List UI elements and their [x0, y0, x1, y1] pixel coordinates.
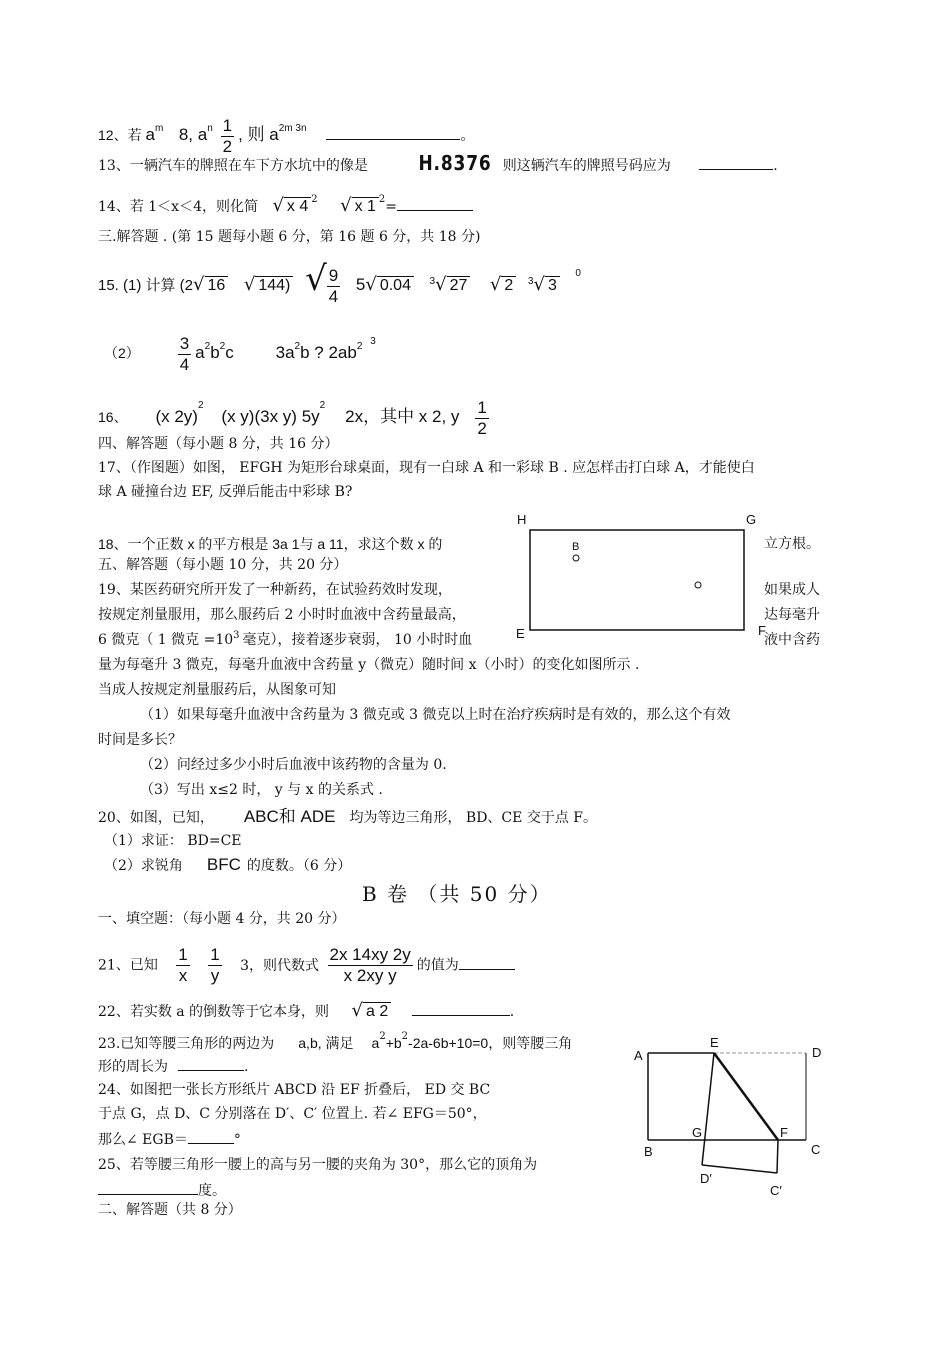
q17-line1: 17、（作图题）如图， EFGH 为矩形台球桌面，现有一白球 A 和一彩球 B . 应怎样击打白球 A，才能使白: [98, 460, 755, 476]
q16-expr1: (x 2y): [155, 407, 198, 427]
q15-2-fraction: $\frac{3}{4}$: [179, 334, 190, 374]
label-b: B: [644, 1144, 653, 1159]
q14-radicand1: x 4: [284, 197, 311, 215]
q25-line1: 25、若等腰三角形一腰上的高与另一腰的夹角为 30°，那么它的顶角为: [98, 1157, 538, 1173]
q19-line5: 当成人按规定剂量服药后，从图象可知: [98, 682, 336, 698]
q12-prefix: 12、若: [98, 127, 142, 144]
q13-end: .: [773, 158, 778, 174]
section-4-heading: 四、解答题（每小题 8 分，共 16 分）: [98, 436, 339, 452]
q14-sup1: 2: [311, 194, 318, 205]
q19-line1b: 如果成人: [764, 582, 820, 598]
q23-line2: 形的周长为 .: [98, 1056, 248, 1076]
label-g: G: [692, 1125, 703, 1140]
question-14: [98, 196, 473, 218]
q13-text2: 则这辆汽车的牌照号码应为: [502, 158, 671, 174]
q19-line3c: 液中含药: [764, 632, 820, 648]
q16-expr2: (x y)(3x y) 5y: [221, 407, 320, 427]
label-d-prime: D′: [700, 1171, 712, 1186]
q14-eq: =: [385, 199, 398, 215]
q15-zero: 0: [575, 268, 581, 280]
q19-line1a: 19、某医药研究所开发了一种新药，在试验药效时发现，: [98, 582, 452, 598]
question-13: [98, 151, 778, 175]
q19-line2a: 按规定剂量服用，那么服药后 2 小时时血液中含药量最高，: [98, 607, 466, 623]
q19-line9: （3）写出 x≤2 时， y 与 x 的关系式 .: [140, 782, 383, 798]
sqrt-icon: √: [340, 195, 352, 216]
q21-frac3: $\frac{2x 14xy 2y}{\text{x 2xy y}}$: [329, 945, 411, 985]
label-c-prime: C′: [770, 1183, 782, 1198]
q22-radicand: a 2: [363, 1002, 391, 1020]
q24-answer-blank[interactable]: [188, 1129, 234, 1144]
sqrt-icon: √: [489, 274, 502, 296]
q24-line1: 24、如图把一张长方形纸片 ABCD 沿 EF 折叠后， ED 交 BC: [98, 1082, 491, 1098]
q15-c27: 27: [447, 276, 471, 294]
q19-line8: （2）问经过多少小时后血液中该药物的含量为 0.: [140, 757, 447, 773]
q21-frac1: $\frac{1}{x}$: [178, 945, 188, 985]
q14-radicand2: x 1: [352, 197, 379, 215]
q16-expr3: 2x，其中 x 2, y: [345, 407, 460, 427]
sqrt-icon: √: [305, 259, 327, 300]
table-rectangle: [530, 530, 744, 630]
label-e: E: [710, 1035, 719, 1050]
q12-end: 。: [460, 127, 475, 144]
q20-line2: （1）求证： BD=CE: [104, 833, 242, 849]
q14-sup2: 2: [378, 194, 386, 205]
q12-sup1: m: [154, 123, 164, 135]
label-a: A: [634, 1048, 643, 1063]
q22-end: .: [509, 1004, 515, 1020]
q15-r16: 16: [205, 276, 229, 294]
q19-line3: 6 微克（ 1 微克 $=10^3$ 毫克），接着逐步衰弱， 10 小时时血: [98, 630, 473, 648]
q24-line2: 于点 G，点 D、C 分别落在 D′、C′ 位置上. 若∠ EFG＝50°，: [98, 1106, 487, 1122]
q24-line3: 那么∠ EGB＝ °: [98, 1129, 241, 1149]
label-h: H: [517, 512, 527, 527]
cbrt-icon: √: [533, 274, 545, 296]
q12-sup3: 2m 3n: [278, 123, 307, 135]
q16-label: 16、: [98, 409, 128, 426]
question-16: 16、 (x 2y)$^2$ (x y)(3x y) $5y^2$ 2x，其中 x 2, y $\frac{1}{2}$: [98, 398, 487, 438]
q15-r2: 2: [501, 276, 516, 294]
ball-b: [573, 555, 579, 561]
q20-line1: 20、如图，已知， ABC和 ADE 均为等边三角形， BD、CE 交于点 F。: [98, 807, 597, 826]
question-22: [98, 1001, 514, 1021]
fold-line-ef: [714, 1053, 778, 1140]
q15-five: 5: [355, 275, 366, 295]
question-15-part2: （2） $\frac{3}{4}$ $a^2b^2c$ $3a^2b$ ? $2ab^2$ $^3$: [104, 334, 376, 374]
q15-t1: a: [195, 343, 205, 363]
q21-mid: 3，则代数式: [240, 957, 320, 974]
q19-line7: 时间是多长？: [98, 732, 182, 748]
sqrt-icon: √: [243, 274, 256, 296]
q17-line2: 球 A 碰撞台边 EF, 反弹后能击中彩球 B?: [98, 484, 353, 500]
folded-paper-figure: [630, 1030, 830, 1205]
question-15-part1: 15. (1) 计算 (2√ 16 √ 144) √ $\frac{9}{4}$ 5√ 0.04 $^3$√ 27 √ 2 $^3$√ 3 $^0$: [98, 259, 581, 306]
billiard-table-figure: [510, 510, 770, 645]
sqrt-icon: √: [365, 274, 377, 296]
question-21: [98, 945, 515, 986]
section-b1-heading: 一、填空题：（每小题 4 分，共 20 分）: [98, 911, 346, 927]
label-f: F: [758, 623, 766, 638]
q12-mid2: , 则 a: [238, 125, 279, 145]
edge-ed-prime: [702, 1053, 714, 1165]
license-plate-image: H.8376: [418, 151, 492, 175]
q19-line6: （1）如果每毫升血液中含药量为 3 微克或 3 微克以上时在治疗疾病时是有效的，那么这个有效: [140, 707, 731, 723]
q19-line2b: 达每毫升: [764, 607, 820, 623]
q18-text1: 18、一个正数 x 的平方根是 3a 1与 a 11，求这个数 x 的: [98, 536, 443, 552]
q21-end: 的值为: [416, 957, 459, 974]
section-5-heading: 五、解答题（每小题 10 分，共 20 分）: [98, 557, 348, 573]
q12-answer-blank[interactable]: [326, 125, 460, 140]
q21-label: 21、已知: [98, 957, 158, 974]
q15-label2: （2）: [104, 345, 140, 362]
q15-c3: 3: [545, 276, 560, 294]
edge-cprime-f: [777, 1140, 778, 1173]
q12-sup2: n: [207, 123, 213, 135]
q18-text2: 立方根。: [764, 536, 820, 552]
q20-line3: （2）求锐角 BFC 的度数。（6 分）: [104, 855, 352, 874]
label-c: C: [811, 1142, 821, 1157]
label-f: F: [780, 1125, 788, 1140]
q21-answer-blank[interactable]: [459, 955, 515, 970]
q19-line4: 量为每毫升 3 微克，每毫升血液中含药量 y（微克）随时间 x（小时）的变化如图所示 .: [98, 657, 640, 673]
section-3-heading: 三.解答题 . (第 15 题每小题 6 分，第 16 题 6 分，共 18 分): [98, 229, 481, 245]
section-b2-heading: 二、解答题（共 8 分）: [98, 1202, 242, 1218]
q15-r004: 0.04: [377, 276, 414, 294]
q21-frac2: $\frac{1}{y}$: [210, 945, 220, 985]
q13-text: 13、一辆汽车的牌照在车下方水坑中的像是: [98, 158, 368, 174]
q23-answer-blank[interactable]: [178, 1056, 244, 1071]
sqrt-icon: √: [272, 195, 284, 216]
q23-line1: 23.已知等腰三角形的两边为 a,b, 满足 $a^2+b^2-2a-6b+10=0$，则等腰三角: [98, 1031, 573, 1052]
label-d: D: [812, 1045, 822, 1060]
ball-a: [695, 582, 701, 588]
q14-text: 14、若 1＜x＜4，则化简: [98, 199, 258, 215]
part-b-title: B 卷 （共 50 分）: [362, 882, 552, 906]
q22-text: 22、若实数 a 的倒数等于它本身，则: [98, 1004, 330, 1020]
q14-answer-blank[interactable]: [397, 196, 473, 211]
label-b: B: [572, 541, 580, 553]
label-e: E: [516, 626, 525, 641]
q12-expr: a: [145, 125, 155, 145]
q15-t2: 3a: [275, 343, 295, 363]
q13-answer-blank[interactable]: [699, 155, 773, 170]
q15-label: 15. (1) 计算 (2: [98, 277, 194, 295]
q25-line2: 度。: [98, 1180, 226, 1200]
q12-mid1: 8, a: [178, 125, 208, 145]
q15-fraction: $\frac{9}{4}$: [328, 266, 339, 306]
q22-answer-blank[interactable]: [412, 1001, 510, 1016]
q15-r144: 144): [255, 276, 293, 294]
label-g: G: [746, 512, 757, 527]
q12-fraction: $\frac{1}{2}$: [222, 116, 233, 156]
q16-fraction: $\frac{1}{2}$: [477, 398, 487, 438]
sqrt-icon: √: [193, 274, 205, 296]
sqrt-icon: √: [351, 1000, 363, 1021]
cbrt-icon: √: [435, 274, 447, 296]
edge-dprime-cprime: [702, 1165, 777, 1173]
q25-answer-blank[interactable]: [98, 1180, 198, 1195]
